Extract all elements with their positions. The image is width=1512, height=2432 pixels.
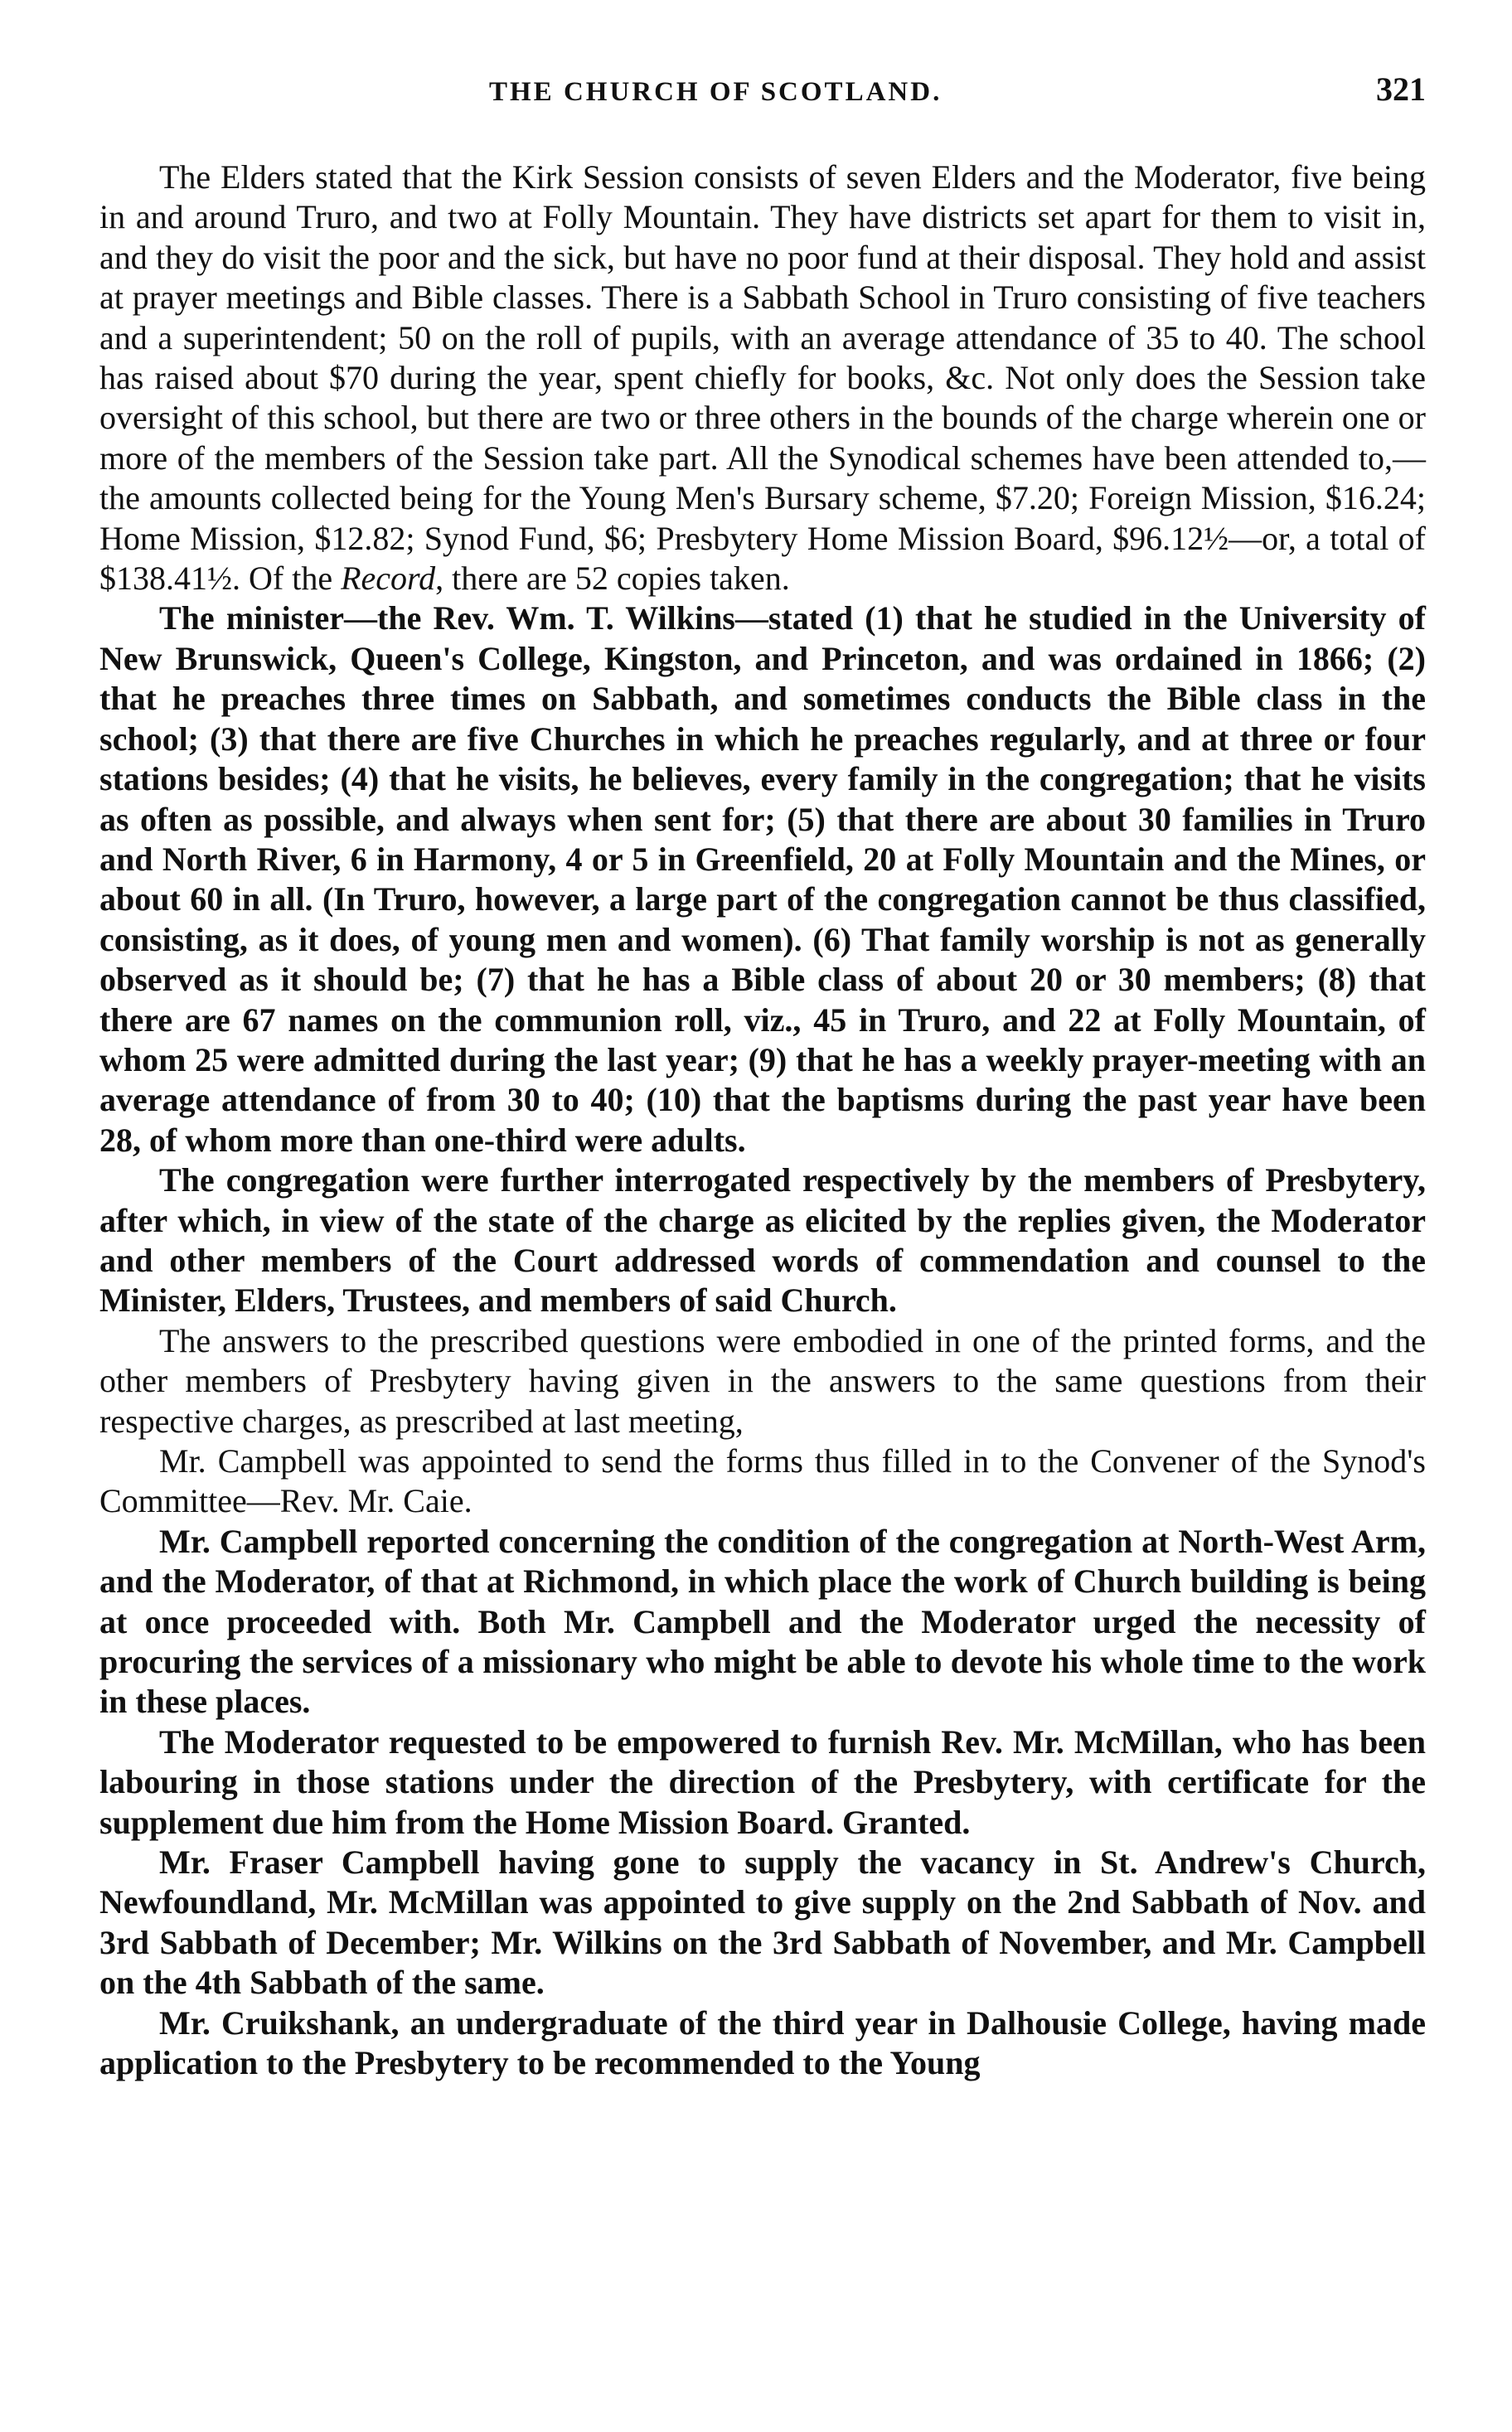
paragraph-congregation-interrogated: The congregation were further interrogated respectively by the members of Presbytery, after which, in view of the state of the charge as elicited by the replies given, the Moderator and other members of the Court addressed words of commendation and counsel to the Minister, Elders, Trustees, and members of said Church.: [99, 1161, 1426, 1320]
body-text: [99, 157, 1426, 2084]
running-title: THE CHURCH OF SCOTLAND.: [489, 77, 943, 107]
page-number: 321: [1376, 70, 1426, 108]
paragraph-north-west-arm: Mr. Campbell reported concerning the condition of the congregation at North-West Arm, and the Moderator, of that at Richmond, in which place the work of Church building is being at once proceeded with. Both Mr. Campbell and the Moderator urged the necessity of procuring the services of a missionary who might be able to devote his whole time to the work in these places.: [99, 1522, 1426, 1721]
running-head: [99, 70, 1426, 119]
paragraph-certificate: The Moderator requested to be empowered to furnish Rev. Mr. McMillan, who has been labouring in those stations under the direction of the Presbytery, with certificate for the supplement due him from the Home Mission Board. Granted.: [99, 1722, 1426, 1841]
paragraph-minister-statement: The minister—the Rev. Wm. T. Wilkins—stated (1) that he studied in the University of New Brunswick, Queen's College, Kingston, and Princeton, and was ordained in 1866; (2) that he preaches three times on Sabbath, and sometimes conducts the Bible class in the school; (3) that there are five Churches in which he preaches regularly, and at three or four stations besides; (4) that he visits, he believes, every family in the congregation; that he visits as often as possible, and always when sent for; (5) that there are about 30 families in Truro and North River, 6 in Harmony, 4 or 5 in Greenfield, 20 at Folly Mountain and the Mines, or about 60 in all. (In Truro, however, a large part of the congregation cannot be thus classified, consisting, as it does, of young men and women). (6) That family worship is not as generally observed as it should be; (7) that he has a Bible class of about 20 or 30 members; (8) that there are 67 names on the communion roll, viz., 45 in Truro, and 22 at Folly Mountain, of whom 25 were admitted during the last year; (9) that he has a weekly prayer-meeting with an average attendance of from 30 to 40; (10) that the baptisms during the past year have been 28, of whom more than one-third were adults.: [99, 599, 1426, 1159]
paragraph-cruikshank-application: Mr. Cruikshank, an undergraduate of the third year in Dalhousie College, having made application to the Presbytery to be recommended to the Young: [99, 2003, 1426, 2082]
record-title: Record: [341, 560, 436, 598]
paragraph-elders-report: [99, 157, 1426, 598]
book-page: [99, 70, 1426, 2084]
record-copies-text: , there are 52 copies taken.: [435, 560, 790, 598]
paragraph-forms-sent: Mr. Campbell was appointed to send the forms thus filled in to the Convener of the Synod's Committee—Rev. Mr. Caie.: [99, 1442, 1426, 1520]
paragraph-elders-report-text: The Elders stated that the Kirk Session consists of seven Elders and the Moderator, five being in and around Truro, and two at Folly Mountain. They have districts set apart for them to visit in, and they do visit the poor and the sick, but have no poor fund at their disposal. They hold and assist at prayer meetings and Bible classes. There is a Sabbath School in Truro consisting of five teachers and a superintendent; 50 on the roll of pupils, with an average attendance of 35 to 40. The school has raised about $70 during the year, spent chiefly for books, &c. Not only does the Session take oversight of this school, but there are two or three others in the bounds of the charge wherein one or more of the members of the Session take part. All the Synodical schemes have been attended to,—the amounts collected being for the Young Men's Bursary scheme, $7.20; Foreign Mission, $16.24; Home Mission, $12.82; Synod Fund, $6; Presbytery Home Mission Board, $96.12½—or, a total of $138.41½. Of the: [99, 158, 1426, 598]
paragraph-printed-forms: The answers to the prescribed questions were embodied in one of the printed forms, and the other members of Presbytery having given in the answers to the same questions from their respective charges, as prescribed at last meeting,: [99, 1321, 1426, 1440]
paragraph-supply-appointments: Mr. Fraser Campbell having gone to supply the vacancy in St. Andrew's Church, Newfoundland, Mr. McMillan was appointed to give supply on the 2nd Sabbath of Nov. and 3rd Sabbath of December; Mr. Wilkins on the 3rd Sabbath of November, and Mr. Campbell on the 4th Sabbath of the same.: [99, 1843, 1426, 2002]
